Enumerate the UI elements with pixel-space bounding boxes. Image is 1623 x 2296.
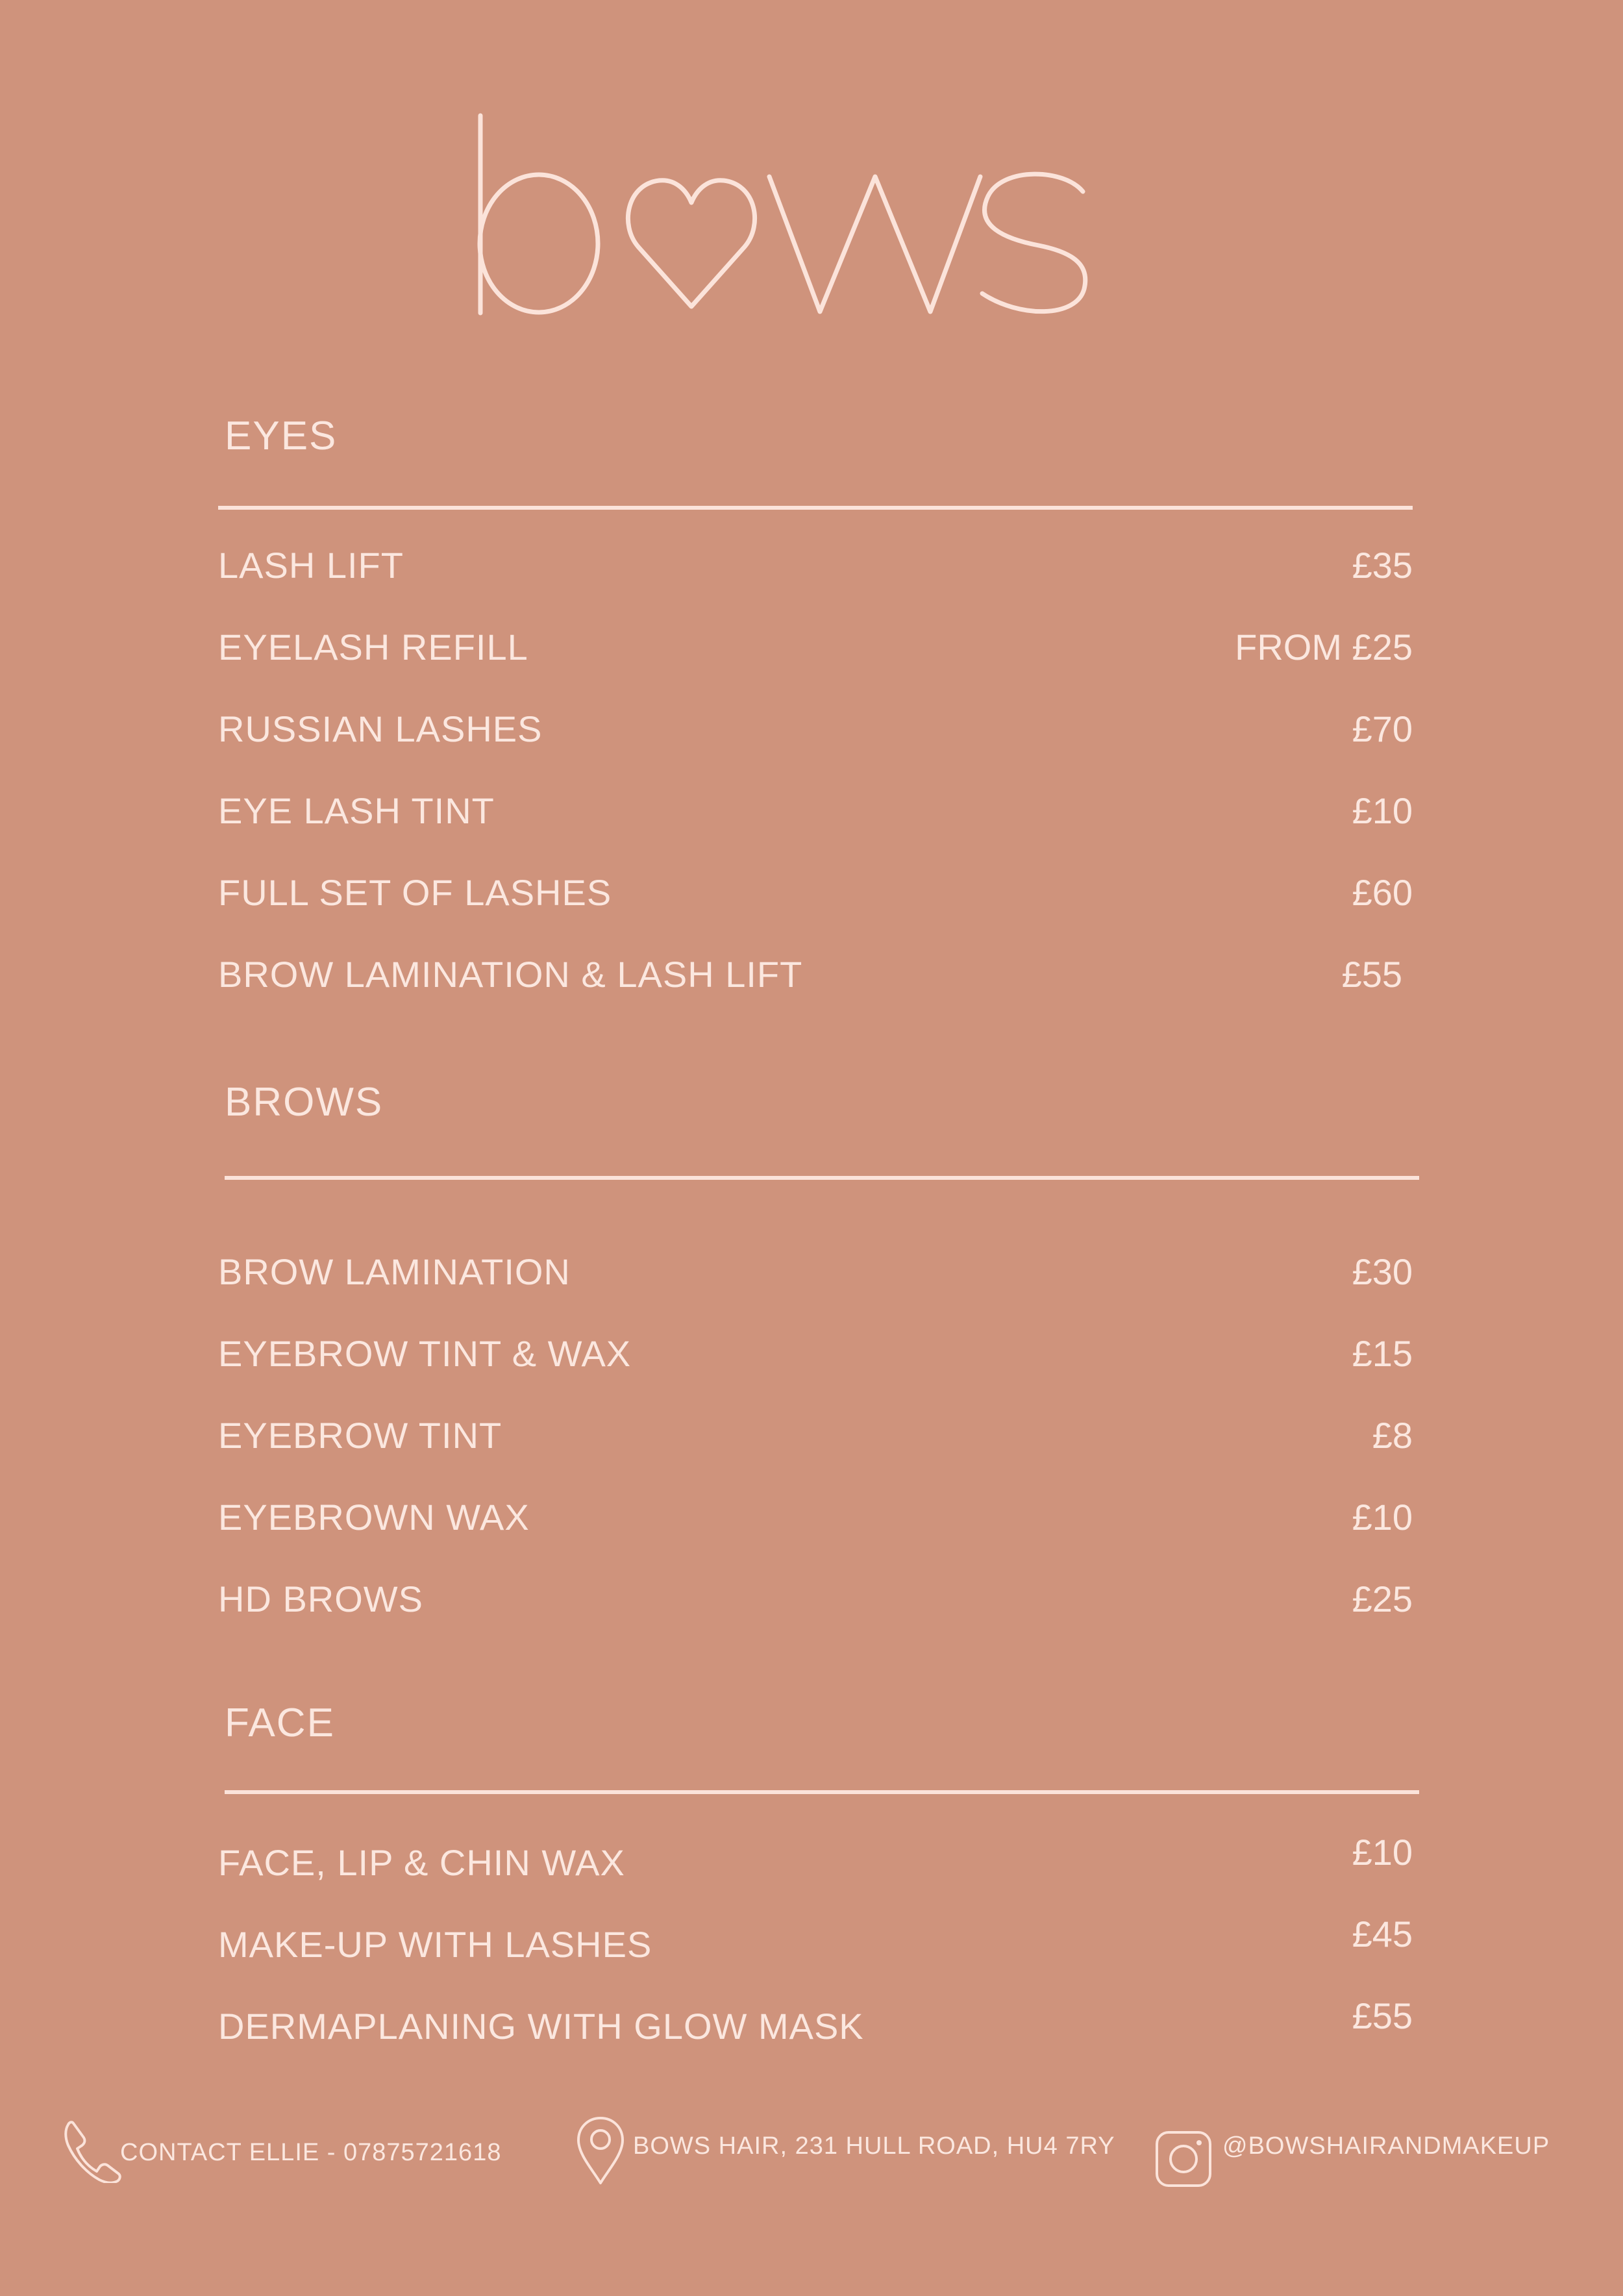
section-title-face: FACE xyxy=(225,1701,335,1745)
contact-text: CONTACT ELLIE - 07875721618 xyxy=(120,2139,502,2166)
footer-address xyxy=(575,2110,1115,2188)
service-price: £10 xyxy=(1352,1497,1413,1538)
section-title-eyes: EYES xyxy=(225,414,338,458)
service-price: FROM £25 xyxy=(1235,627,1413,668)
service-name: DERMAPLANING WITH GLOW MASK xyxy=(218,2006,864,2047)
service-name: LASH LIFT xyxy=(218,545,404,586)
price-row xyxy=(218,871,1413,917)
price-row xyxy=(218,1578,1413,1623)
service-name: EYELASH REFILL xyxy=(218,627,528,668)
service-name: MAKE-UP WITH LASHES xyxy=(218,1924,652,1965)
service-name: EYEBROW TINT xyxy=(218,1415,502,1456)
service-price: £45 xyxy=(1352,1914,1413,1954)
price-row xyxy=(218,1332,1413,1378)
service-price: £25 xyxy=(1352,1578,1413,1619)
service-name: HD BROWS xyxy=(218,1578,423,1619)
service-price: £55 xyxy=(1352,1995,1413,2036)
phone-icon xyxy=(62,2118,123,2183)
service-price: £55 xyxy=(1341,954,1402,995)
social-handle[interactable]: @BOWSHAIRANDMAKEUP xyxy=(1222,2132,1550,2160)
footer-social[interactable] xyxy=(1154,2110,1550,2188)
price-row xyxy=(218,1832,1413,1887)
section-divider xyxy=(225,1176,1419,1180)
price-row xyxy=(218,1414,1413,1460)
price-row xyxy=(218,953,1413,999)
service-name: FACE, LIP & CHIN WAX xyxy=(218,1842,625,1883)
service-name: EYE LASH TINT xyxy=(218,790,495,831)
brand-logo xyxy=(454,104,1104,325)
price-row xyxy=(218,544,1413,590)
service-price: £70 xyxy=(1352,708,1413,749)
service-name: EYEBROW TINT & WAX xyxy=(218,1333,632,1374)
service-price: £35 xyxy=(1352,545,1413,586)
service-price: £15 xyxy=(1352,1333,1413,1374)
service-name: BROW LAMINATION xyxy=(218,1251,571,1292)
service-price: £60 xyxy=(1352,872,1413,913)
bows-heart-logo xyxy=(454,104,1104,325)
section-divider xyxy=(225,1790,1419,1794)
service-name: FULL SET OF LASHES xyxy=(218,872,612,913)
price-row xyxy=(218,1496,1413,1541)
location-pin-icon xyxy=(575,2115,626,2187)
footer-contact xyxy=(62,2110,529,2188)
price-row xyxy=(218,1914,1413,1969)
price-row xyxy=(218,1251,1413,1296)
service-price: £10 xyxy=(1352,1832,1413,1873)
service-price: £30 xyxy=(1352,1251,1413,1292)
price-row xyxy=(218,708,1413,753)
price-row xyxy=(218,626,1413,671)
price-row xyxy=(218,1995,1413,2051)
section-divider xyxy=(218,506,1413,510)
address-text: BOWS HAIR, 231 HULL ROAD, HU4 7RY xyxy=(633,2132,1115,2160)
service-name: RUSSIAN LASHES xyxy=(218,708,543,749)
instagram-icon[interactable] xyxy=(1154,2130,1213,2188)
service-price: £8 xyxy=(1372,1415,1413,1456)
footer xyxy=(0,2110,1623,2201)
service-name: EYEBROWN WAX xyxy=(218,1497,530,1538)
section-title-brows: BROWS xyxy=(225,1080,384,1125)
service-price: £10 xyxy=(1352,790,1413,831)
price-row xyxy=(218,790,1413,835)
service-name: BROW LAMINATION & LASH LIFT xyxy=(218,954,803,995)
